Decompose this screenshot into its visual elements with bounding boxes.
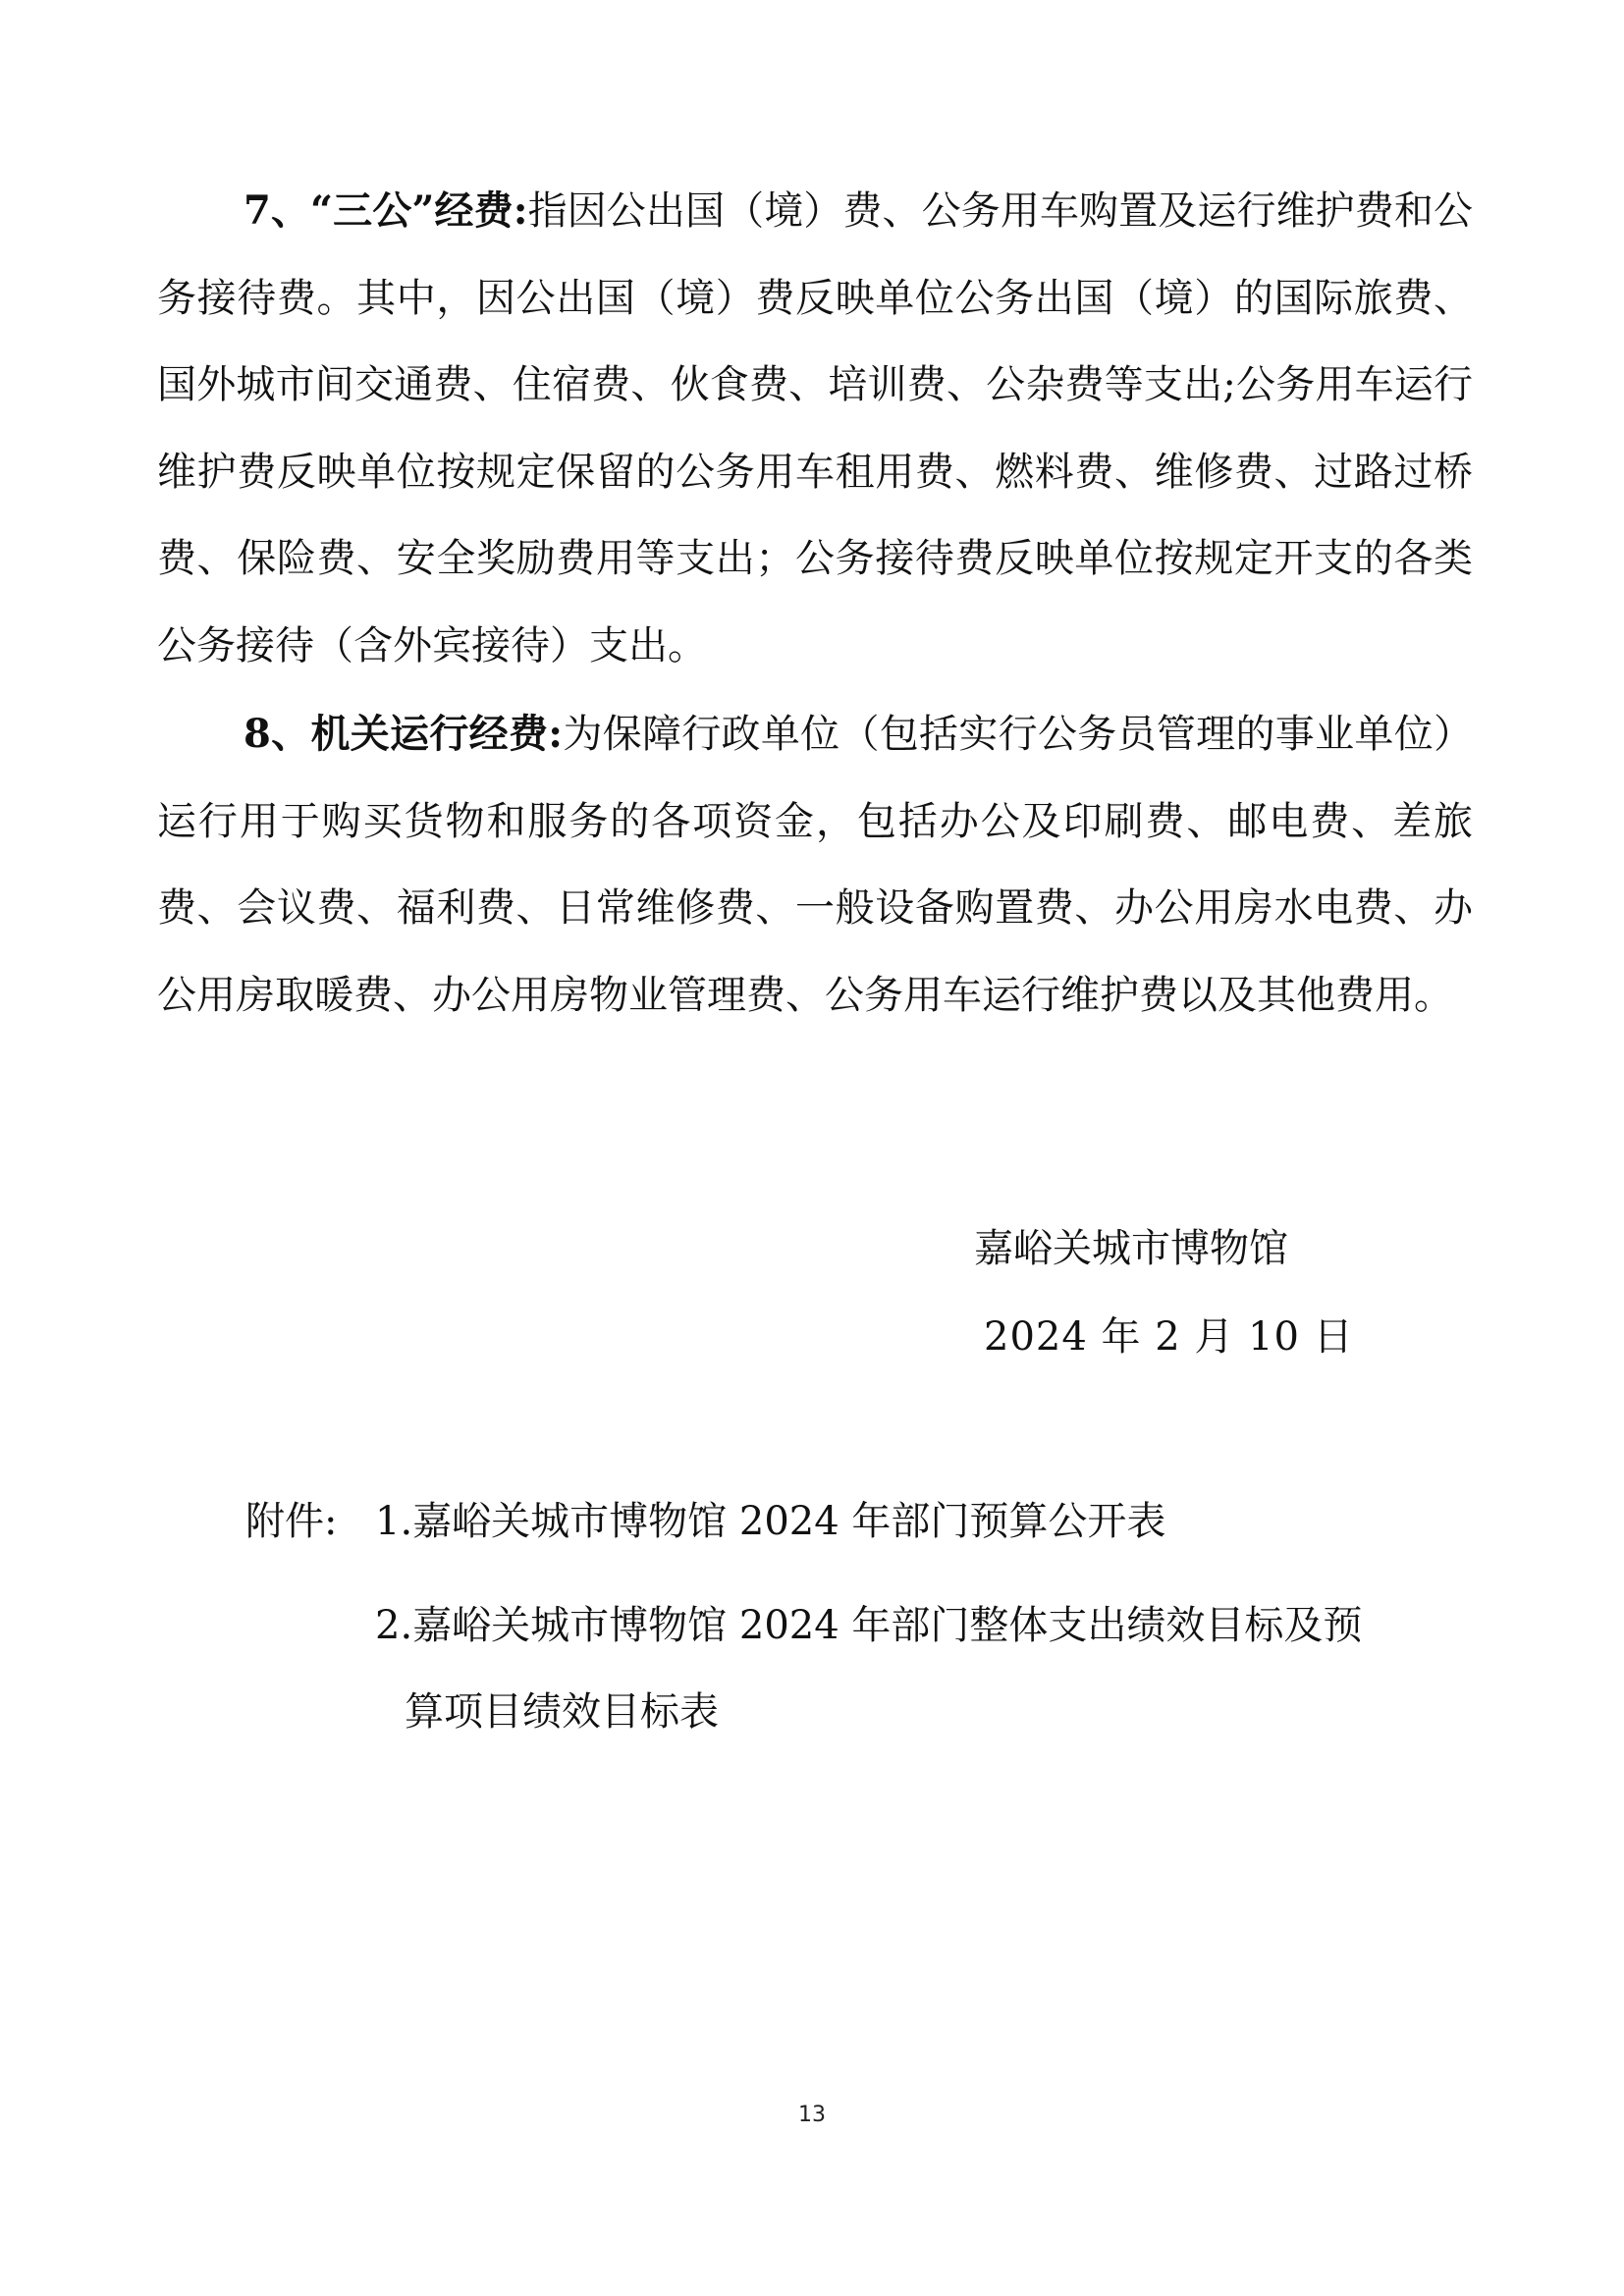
section-7-paragraph	[157, 168, 1473, 690]
attachment-item-1: 1.嘉峪关城市博物馆 2024 年部门预算公开表	[375, 1499, 1166, 1544]
section-8-heading: 8、机关运行经费:	[244, 711, 564, 757]
section-7-body: 指因公出国（境）费、公务用车购置及运行维护费和公务接待费。其中，因公出国（境）费反映单位公务出国（境）的国际旅费、国外城市间交通费、住宿费、伙食费、培训费、公杂费等支出;公务用车运行维护费反映单位按规定保留的公务用车租用费、燃料费、维修费、过路过桥费、保险费、安全奖励费用等支出；公务接待费反映单位按规定开支的各类公务接待（含外宾接待）支出。	[157, 188, 1473, 668]
attachment-item-2-line-2: 算项目绩效目标表	[405, 1689, 719, 1735]
page-number: 13	[798, 2103, 826, 2127]
signature-organization: 嘉峪关城市博物馆	[974, 1226, 1288, 1271]
attachment-item-2-line-1: 2.嘉峪关城市博物馆 2024 年部门整体支出绩效目标及预	[375, 1603, 1363, 1648]
section-8-paragraph	[157, 691, 1473, 1039]
attachments-label: 附件:	[245, 1499, 338, 1544]
signature-date: 2024 年 2 月 10 日	[984, 1314, 1354, 1360]
section-7-heading: 7、“三公”经费:	[244, 187, 528, 234]
attachment-item-2	[375, 1582, 1475, 1755]
section-8-body: 为保障行政单位（包括实行公务员管理的事业单位）运行用于购买货物和服务的各项资金，包括办公及印刷费、邮电费、差旅费、会议费、福利费、日常维修费、一般设备购置费、办公用房水电费、办公用房取暖费、办公用房物业管理费、公务用车运行维护费以及其他费用。	[157, 712, 1473, 1018]
